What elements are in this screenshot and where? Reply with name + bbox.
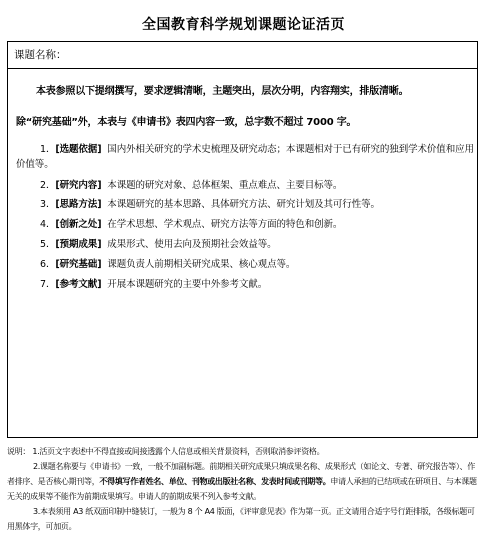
item-number: 5． [40,239,56,250]
item-number: 7． [40,279,56,290]
item-label: [研究基础] [55,259,102,270]
topic-name-label: 课题名称： [14,49,67,61]
notes-prefix: 说明： [7,447,31,456]
outline-item-basis [16,142,474,172]
page-title: 全国教育科学规划课题论证活页 [142,17,345,33]
note-2: 2.课题名称要与《申请书》一致，一般不加副标题。前期相关研究成果只填成果名称、成果形式（如论文、专著、研究报告等）、作者排序、是否核心期刊等，不得填写作者姓名、单位、刊物或出版社名称、发表时间或刊期等。申请人承担的已结项或在研项目、与本课题无关的成果等不能作为前期成果填写。申请人的前期成果不列入参考文献。 [7,462,477,501]
note-3: 3.本表须用 A3 纸双面印制中缝装订，一般为 8 个 A4 版面，《评审意见表》作为第一页。正文请用合适字号行距排版，各级标题可用黑体字，可加页。 [7,507,475,531]
item-label: [研究内容] [55,180,102,191]
item-text: 课题负责人前期相关研究成果、核心观点等。 [107,259,296,270]
item-text: 国内外相关研究的学术史梳理及研究动态；本课题相对于已有研究的独到学术价值和应用价值等。 [16,144,474,170]
item-number: 6． [40,259,56,270]
note-1: 说明： 1.活页文字表述中不得直接或间接透露个人信息或相关背景资料，否则取消参评资格。 [7,447,325,456]
item-text: 在学术思想、学术观点、研究方法等方面的特色和创新。 [107,219,343,230]
intro-instruction-2: 除“研究基础”外，本表与《申请书》表四内容一致，总字数不超过 7000 字。 [16,117,357,128]
item-text: 成果形式、使用去向及预期社会效益等。 [107,239,277,250]
item-number: 4． [40,219,56,230]
outline-item-references [40,277,267,292]
item-label: [预期成果] [55,239,102,250]
item-text: 开展本课题研究的主要中外参考文献。 [107,279,268,290]
item-text: 本课题研究的基本思路、具体研究方法、研究计划及其可行性等。 [107,199,380,210]
item-number: 3． [40,199,56,210]
outline-item-outcomes [40,237,277,252]
outline-item-foundation [40,257,295,272]
outline-item-innovation [40,217,342,232]
item-number: 1． [40,144,56,155]
form-frame [7,41,478,438]
item-label: [选题依据] [55,144,102,155]
item-label: [思路方法] [55,199,102,210]
notes-section [7,444,479,534]
item-label: [创新之处] [55,219,102,230]
item-label: [参考文献] [55,279,102,290]
item-text: 本课题的研究对象、总体框架、重点难点、主要目标等。 [107,180,343,191]
outline-item-methods [40,197,380,212]
intro-instruction-1: 本表参照以下提纲撰写，要求逻辑清晰，主题突出，层次分明，内容翔实，排版清晰。 [36,86,409,97]
topic-name-field[interactable] [8,42,477,69]
outline-item-content [40,178,342,193]
item-number: 2． [40,180,56,191]
